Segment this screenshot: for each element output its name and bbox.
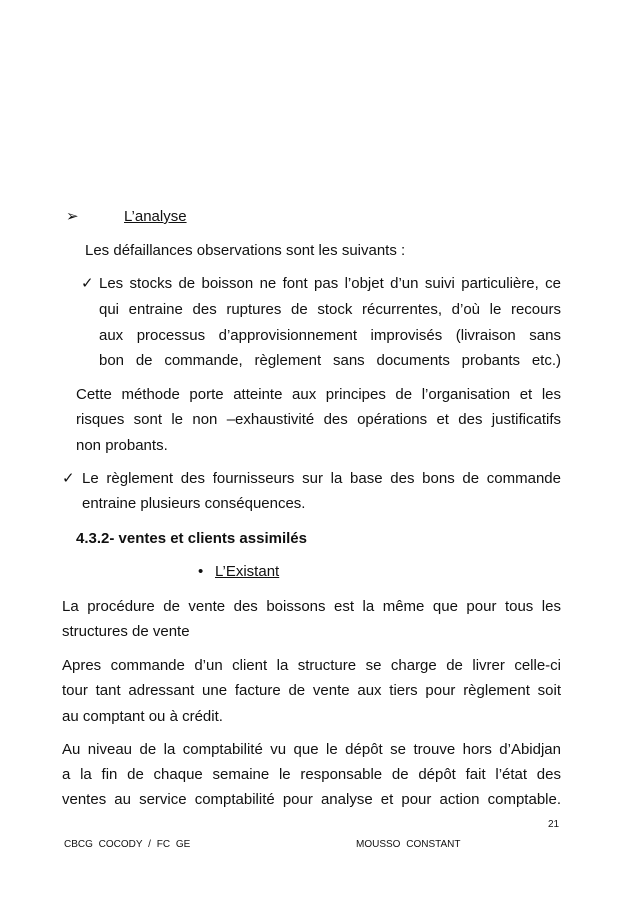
footer-right: MOUSSO CONSTANT xyxy=(356,839,461,850)
arrow-bullet-icon: ➢ xyxy=(66,208,79,225)
point1-line: bon de commande, règlement sans documents probants etc.) xyxy=(99,352,561,369)
para2-line: au comptant ou à crédit. xyxy=(62,708,223,725)
point2-line: entraine plusieurs conséquences. xyxy=(82,495,306,512)
para1-line: structures de vente xyxy=(62,623,190,640)
para1-line: La procédure de vente des boissons est la même que pour tous les xyxy=(62,598,561,615)
para2-line: tour tant adressant une facture de vente aux tiers pour règlement soit xyxy=(62,682,561,699)
para2-line: Apres commande d’un client la structure se charge de livrer celle-ci xyxy=(62,657,561,674)
point1-line: Les stocks de boisson ne font pas l’objet d’un suivi particulière, ce xyxy=(99,275,561,292)
method-line: non probants. xyxy=(76,437,168,454)
para3-line: a la fin de chaque semaine le responsable de dépôt fait l’état des xyxy=(62,766,561,783)
intro-text: Les défaillances observations sont les suivants : xyxy=(85,242,406,259)
section-heading: 4.3.2- ventes et clients assimilés xyxy=(76,530,307,547)
checkmark-icon: ✓ xyxy=(62,470,75,487)
point1-line: qui entraine des ruptures de stock récurrentes, d’où le recours xyxy=(99,301,561,318)
existant-title: L’Existant xyxy=(215,563,280,580)
method-line: risques sont le non –exhaustivité des opérations et des justificatifs xyxy=(76,411,561,428)
analyse-title: L’analyse xyxy=(124,208,187,225)
para3-line: ventes au service comptabilité pour analyse et pour action comptable. xyxy=(62,791,561,808)
point1-line: aux processus d’approvisionnement improvisés (livraison sans xyxy=(99,327,561,344)
checkmark-icon: ✓ xyxy=(81,275,94,292)
point2-line: Le règlement des fournisseurs sur la base des bons de commande xyxy=(82,470,561,487)
para3-line: Au niveau de la comptabilité vu que le dépôt se trouve hors d’Abidjan xyxy=(62,741,561,758)
method-line: Cette méthode porte atteinte aux principes de l’organisation et les xyxy=(76,386,561,403)
footer-left: CBCG COCODY / FC GE xyxy=(64,839,191,850)
bullet-icon: • xyxy=(198,563,204,580)
page-number: 21 xyxy=(548,819,560,830)
